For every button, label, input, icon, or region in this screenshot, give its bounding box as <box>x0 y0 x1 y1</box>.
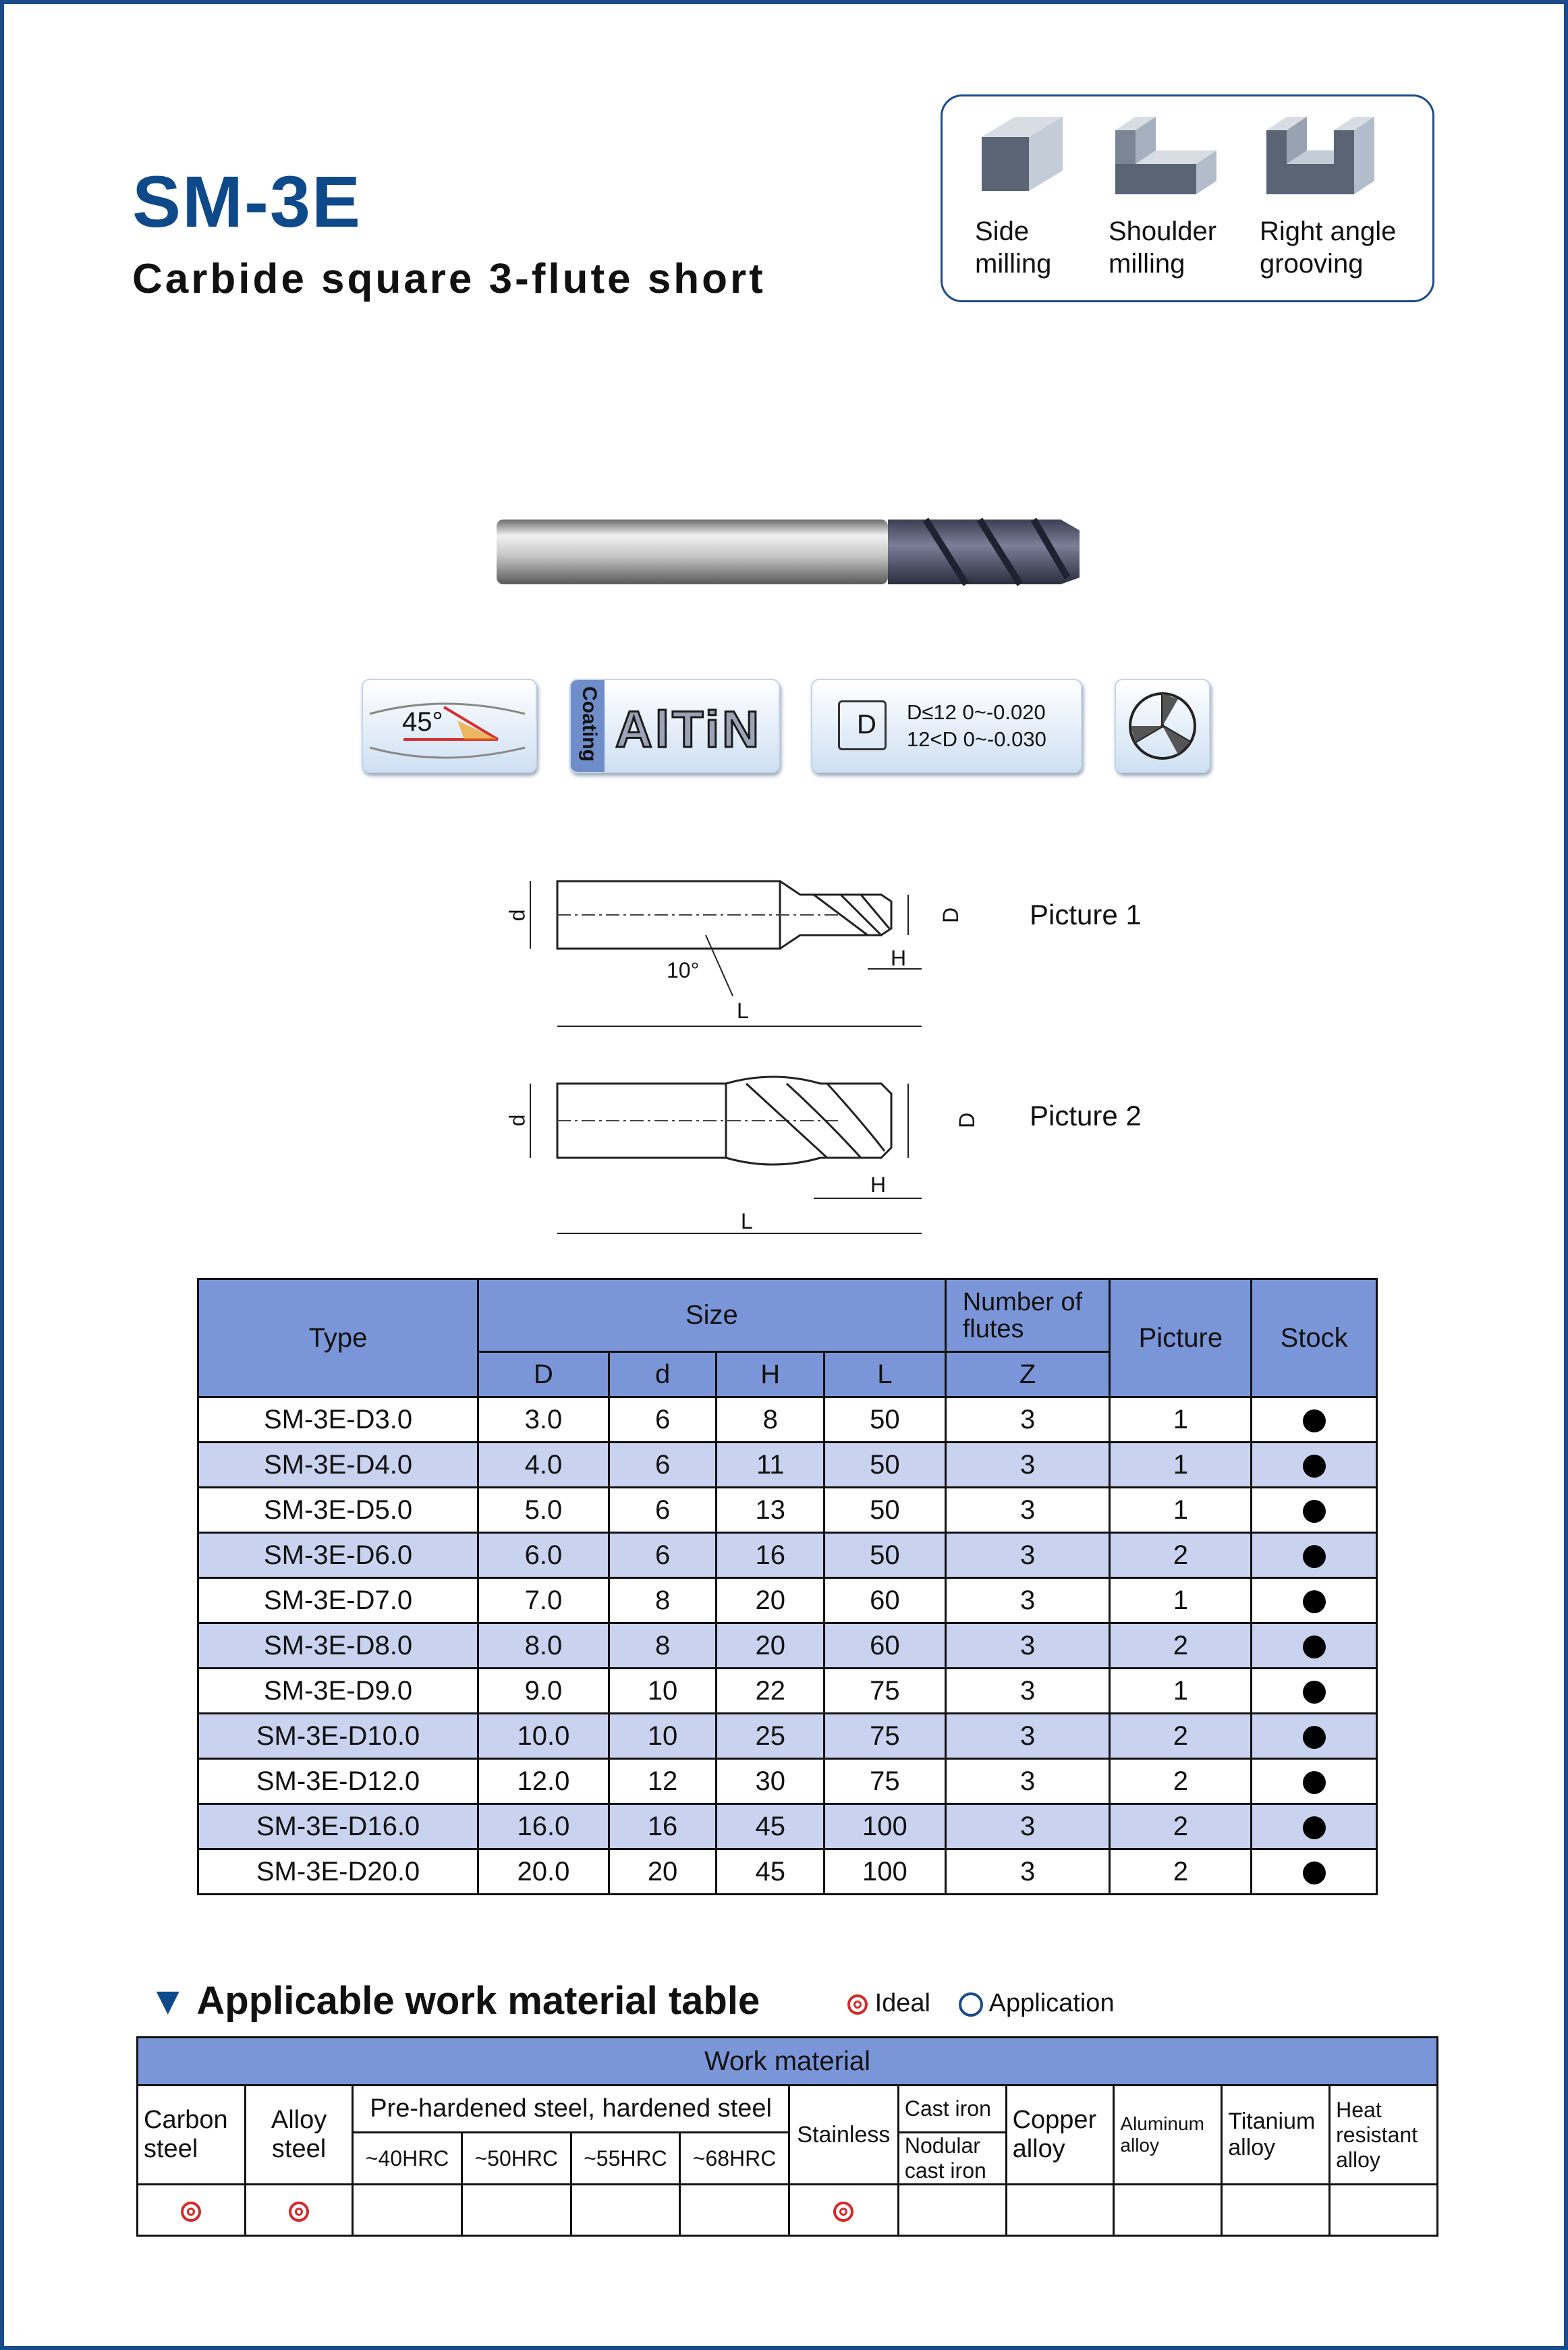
table-cell: 22 <box>717 1669 824 1714</box>
stock-cell <box>1252 1759 1377 1804</box>
table-cell: 3 <box>945 1669 1110 1714</box>
dim-H-label-2: H <box>870 1173 887 1197</box>
ideal-icon <box>289 2202 309 2222</box>
helix-angle-value: 45° <box>402 707 443 737</box>
table-cell: SM-3E-D6.0 <box>198 1533 478 1578</box>
table-cell: 2 <box>1110 1759 1252 1804</box>
table-cell: SM-3E-D16.0 <box>198 1804 478 1849</box>
table-cell: 2 <box>1110 1849 1252 1895</box>
tolerance-symbol: D <box>857 710 876 739</box>
table-cell: SM-3E-D10.0 <box>198 1714 478 1759</box>
table-cell: 50 <box>824 1397 946 1443</box>
table-cell: 12 <box>609 1759 717 1804</box>
table-cell: 9.0 <box>478 1669 609 1714</box>
rating-cell <box>1222 2185 1330 2236</box>
legend-application-label: Application <box>988 1989 1115 2017</box>
dim-d-label-2: d <box>505 1114 530 1127</box>
rating-cell <box>680 2185 789 2236</box>
table-cell: 50 <box>824 1488 946 1533</box>
operation-right-angle-grooving <box>1260 110 1408 280</box>
in-stock-icon <box>1303 1635 1326 1658</box>
application-icon <box>959 1992 983 2017</box>
operation-side-milling <box>975 110 1123 280</box>
material-legend <box>847 1989 1115 2018</box>
col-copper-alloy: Copper alloy <box>1006 2086 1114 2185</box>
angle-label: 10° <box>667 958 700 982</box>
rating-row <box>138 2185 1438 2236</box>
table-cell: SM-3E-D5.0 <box>198 1488 478 1533</box>
operations-box <box>941 94 1434 302</box>
in-stock-icon <box>1303 1500 1326 1523</box>
table-cell: 45 <box>717 1849 824 1895</box>
col-hardened-steel: Pre-hardened steel, hardened steel <box>353 2086 789 2133</box>
in-stock-icon <box>1303 1771 1326 1794</box>
three-flute-icon <box>1116 680 1209 772</box>
spec-table <box>197 1278 1378 1895</box>
subheader-H: H <box>717 1352 824 1397</box>
table-cell: 20 <box>717 1578 824 1623</box>
table-cell: 16 <box>609 1804 717 1849</box>
table-cell: 8.0 <box>478 1623 609 1669</box>
tolerance-line-1: D≤12 0~-0.020 <box>907 700 1046 724</box>
table-cell: 8 <box>609 1623 717 1669</box>
table-cell: 5.0 <box>478 1488 609 1533</box>
table-cell: 3 <box>945 1488 1110 1533</box>
table-cell: 13 <box>717 1488 824 1533</box>
work-material-table <box>136 2036 1438 2237</box>
in-stock-icon <box>1303 1681 1326 1704</box>
table-cell: 20 <box>717 1623 824 1669</box>
table-cell: 3 <box>945 1714 1110 1759</box>
stock-cell <box>1252 1578 1377 1623</box>
dim-L-label: L <box>737 999 749 1023</box>
table-cell: 16 <box>717 1533 824 1578</box>
col-carbon-steel: Carbon steel <box>138 2086 246 2185</box>
helix-angle-icon <box>363 680 536 772</box>
table-cell: 3 <box>945 1397 1110 1443</box>
table-cell: 1 <box>1110 1578 1252 1623</box>
technical-drawing-picture-2 <box>503 1070 962 1246</box>
header-stock: Stock <box>1252 1279 1377 1397</box>
picture-2-label: Picture 2 <box>1030 1100 1142 1131</box>
stock-cell <box>1252 1669 1377 1714</box>
end-mill-photo <box>494 510 1088 591</box>
table-cell: 75 <box>824 1714 946 1759</box>
table-cell: SM-3E-D4.0 <box>198 1443 478 1488</box>
product-title: SM-3E <box>132 161 362 242</box>
coating-name: AlTiN <box>615 701 762 758</box>
picture-1-label: Picture 1 <box>1030 899 1142 930</box>
helix-angle-badge <box>362 679 537 773</box>
table-row <box>198 1669 1377 1714</box>
table-cell: 25 <box>717 1714 824 1759</box>
col-nodular-cast-iron: Nodular cast iron <box>898 2133 1006 2185</box>
ideal-icon <box>833 2202 853 2222</box>
table-cell: 2 <box>1110 1804 1252 1849</box>
table-cell: 6.0 <box>478 1533 609 1578</box>
tolerance-line-2: 12<D 0~-0.030 <box>907 727 1046 751</box>
legend-ideal-label: Ideal <box>874 1989 930 2017</box>
col-hrc-40: ~40HRC <box>353 2133 462 2185</box>
ideal-icon <box>181 2202 201 2222</box>
table-row <box>198 1849 1377 1895</box>
table-cell: 50 <box>824 1443 946 1488</box>
side-milling-icon <box>975 110 1069 204</box>
catalog-page <box>4 4 1564 2346</box>
table-cell: 6 <box>609 1397 717 1443</box>
flute-count-badge <box>1115 679 1210 773</box>
table-cell: 6 <box>609 1533 717 1578</box>
table-cell: 3 <box>945 1759 1110 1804</box>
rating-cell <box>789 2185 898 2236</box>
table-cell: 6 <box>609 1443 717 1488</box>
table-cell: 20 <box>609 1849 717 1895</box>
coating-badge <box>569 679 780 773</box>
rating-cell <box>1006 2185 1114 2236</box>
table-cell: 75 <box>824 1759 946 1804</box>
table-cell: 75 <box>824 1669 946 1714</box>
table-row <box>198 1397 1377 1443</box>
material-heading-text: Applicable work material table <box>196 1979 760 2023</box>
material-heading <box>148 1978 760 2023</box>
subheader-Z: Z <box>945 1352 1110 1397</box>
stock-cell <box>1252 1623 1377 1669</box>
stock-cell <box>1252 1714 1377 1759</box>
rating-cell <box>1114 2185 1222 2236</box>
tolerance-badge <box>811 679 1082 773</box>
table-row <box>198 1488 1377 1533</box>
table-cell: SM-3E-D7.0 <box>198 1578 478 1623</box>
dim-D-label-2: D <box>955 1112 980 1129</box>
table-cell: 20.0 <box>478 1849 609 1895</box>
table-cell: 10.0 <box>478 1714 609 1759</box>
product-subtitle: Carbide square 3-flute short <box>132 256 766 302</box>
table-cell: SM-3E-D8.0 <box>198 1623 478 1669</box>
header-flutes: Number of flutes <box>945 1279 1110 1352</box>
table-cell: 2 <box>1110 1714 1252 1759</box>
subheader-L: L <box>824 1352 946 1397</box>
col-hrc-68: ~68HRC <box>680 2133 789 2185</box>
table-cell: 8 <box>717 1397 824 1443</box>
header-type: Type <box>198 1279 478 1397</box>
table-cell: 3 <box>945 1578 1110 1623</box>
rating-cell <box>245 2185 352 2236</box>
shoulder-milling-icon <box>1109 110 1223 204</box>
rating-cell <box>461 2185 571 2236</box>
col-alloy-steel: Alloy steel <box>245 2086 352 2185</box>
table-cell: 30 <box>717 1759 824 1804</box>
table-cell: 16.0 <box>478 1804 609 1849</box>
table-cell: 10 <box>609 1669 717 1714</box>
col-hrc-50: ~50HRC <box>461 2133 571 2185</box>
table-row <box>198 1623 1377 1669</box>
table-cell: 3 <box>945 1443 1110 1488</box>
table-cell: 1 <box>1110 1669 1252 1714</box>
stock-cell <box>1252 1804 1377 1849</box>
operation-label: Side milling <box>975 217 1052 279</box>
table-cell: 10 <box>609 1714 717 1759</box>
dim-D-label: D <box>939 907 963 924</box>
table-cell: 3 <box>945 1533 1110 1578</box>
dim-d-label: d <box>505 909 530 922</box>
in-stock-icon <box>1303 1590 1326 1613</box>
table-row <box>198 1533 1377 1578</box>
rating-cell <box>138 2185 246 2236</box>
table-row <box>198 1714 1377 1759</box>
table-cell: 3 <box>945 1623 1110 1669</box>
table-cell: 1 <box>1110 1488 1252 1533</box>
table-cell: 1 <box>1110 1397 1252 1443</box>
in-stock-icon <box>1303 1545 1326 1568</box>
table-cell: SM-3E-D3.0 <box>198 1397 478 1443</box>
col-hrc-55: ~55HRC <box>571 2133 680 2185</box>
stock-cell <box>1252 1443 1377 1488</box>
table-cell: 2 <box>1110 1623 1252 1669</box>
table-cell: 2 <box>1110 1533 1252 1578</box>
subheader-d: d <box>609 1352 717 1397</box>
table-row <box>198 1804 1377 1849</box>
table-cell: 4.0 <box>478 1443 609 1488</box>
table-cell: 1 <box>1110 1443 1252 1488</box>
table-cell: 3 <box>945 1804 1110 1849</box>
table-cell: 12.0 <box>478 1759 609 1804</box>
col-heat-resistant-alloy: Heat resistant alloy <box>1330 2086 1438 2185</box>
rating-cell <box>353 2185 462 2236</box>
stock-cell <box>1252 1533 1377 1578</box>
work-material-title: Work material <box>138 2038 1438 2086</box>
subheader-D: D <box>478 1352 609 1397</box>
rating-cell <box>1330 2185 1438 2236</box>
in-stock-icon <box>1303 1455 1326 1478</box>
table-cell: SM-3E-D12.0 <box>198 1759 478 1804</box>
table-cell: 8 <box>609 1578 717 1623</box>
table-cell: 50 <box>824 1533 946 1578</box>
table-cell: 60 <box>824 1578 946 1623</box>
header-picture: Picture <box>1110 1279 1252 1397</box>
in-stock-icon <box>1303 1409 1326 1432</box>
operation-label: Right angle grooving <box>1260 217 1397 279</box>
table-cell: 6 <box>609 1488 717 1533</box>
col-cast-iron: Cast iron <box>898 2086 1006 2133</box>
table-cell: 3.0 <box>478 1397 609 1443</box>
table-cell: 3 <box>945 1849 1110 1895</box>
col-titanium-alloy: Titanium alloy <box>1222 2086 1330 2185</box>
in-stock-icon <box>1303 1726 1326 1749</box>
stock-cell <box>1252 1397 1377 1443</box>
dim-H-label: H <box>891 946 907 970</box>
right-angle-grooving-icon <box>1260 110 1381 204</box>
table-cell: SM-3E-D20.0 <box>198 1849 478 1895</box>
table-row <box>198 1443 1377 1488</box>
table-cell: 100 <box>824 1804 946 1849</box>
col-aluminum-alloy: Aluminum alloy <box>1114 2086 1222 2185</box>
table-cell: 60 <box>824 1623 946 1669</box>
table-row <box>198 1578 1377 1623</box>
in-stock-icon <box>1303 1862 1326 1884</box>
table-cell: 7.0 <box>478 1578 609 1623</box>
table-row <box>198 1759 1377 1804</box>
table-cell: SM-3E-D9.0 <box>198 1669 478 1714</box>
triangle-down-icon: ▼ <box>148 1979 188 2023</box>
table-cell: 100 <box>824 1849 946 1895</box>
coating-label: Coating <box>578 686 600 762</box>
operation-shoulder-milling <box>1109 110 1257 280</box>
rating-cell <box>898 2185 1006 2236</box>
header-size: Size <box>478 1279 946 1352</box>
table-cell: 11 <box>717 1443 824 1488</box>
table-cell: 45 <box>717 1804 824 1849</box>
ideal-icon <box>847 1994 868 2015</box>
spec-table-body <box>198 1397 1377 1895</box>
rating-cell <box>571 2185 680 2236</box>
stock-cell <box>1252 1849 1377 1895</box>
in-stock-icon <box>1303 1816 1326 1839</box>
operation-label: Shoulder milling <box>1109 217 1217 279</box>
stock-cell <box>1252 1488 1377 1533</box>
dim-L-label-2: L <box>741 1209 753 1233</box>
col-stainless: Stainless <box>789 2086 898 2185</box>
